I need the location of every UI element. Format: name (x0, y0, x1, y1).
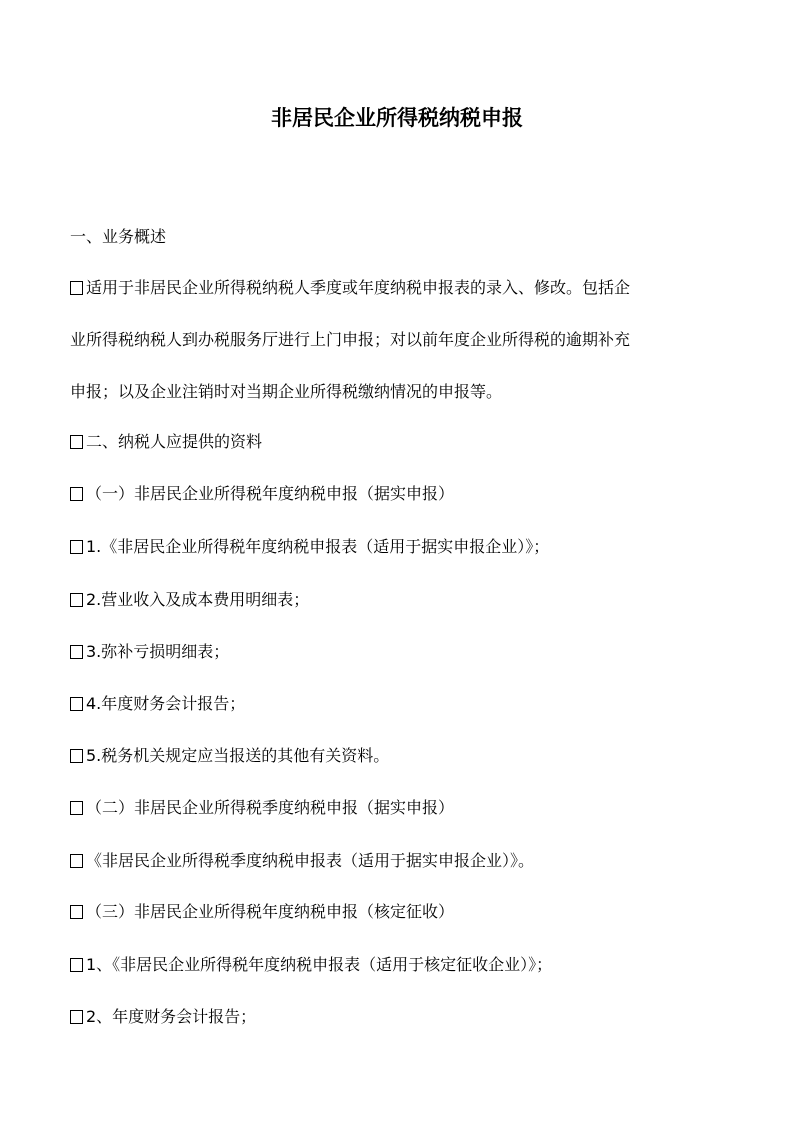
paragraph-text: 4.年度财务会计报告； (86, 694, 246, 713)
paragraph-text: 适用于非居民企业所得税纳税人季度或年度纳税申报表的录入、修改。包括企 (86, 278, 631, 297)
paragraph-text: 一、业务概述 (70, 227, 167, 246)
paragraph-text: 1.《非居民企业所得税年度纳税申报表（适用于据实申报企业）》； (86, 537, 550, 556)
subsection-heading-annual-assessed (70, 900, 725, 924)
subsection-heading-quarterly-actual (70, 796, 725, 820)
checkbox-icon (70, 697, 83, 711)
paragraph-text: （一）非居民企业所得税年度纳税申报（据实申报） (86, 484, 455, 503)
section-heading-overview (70, 225, 725, 249)
checkbox-icon (70, 749, 83, 763)
paragraph-line (70, 262, 725, 314)
list-item (70, 588, 725, 612)
checkbox-icon (70, 645, 83, 659)
checkbox-icon (70, 487, 83, 501)
checkbox-icon (70, 540, 83, 554)
checkbox-icon (70, 905, 83, 919)
checkbox-icon (70, 958, 83, 972)
overview-paragraph (70, 262, 725, 418)
paragraph-text: 2.营业收入及成本费用明细表； (86, 590, 310, 609)
section-heading-materials (70, 430, 725, 454)
list-item (70, 744, 725, 768)
paragraph-text: 1、《非居民企业所得税年度纳税申报表（适用于核定征收企业）》； (86, 955, 553, 974)
paragraph-text: 《非居民企业所得税季度纳税申报表（适用于据实申报企业）》。 (86, 851, 535, 870)
document-title: 非居民企业所得税纳税申报 (271, 106, 523, 130)
checkbox-icon (70, 435, 83, 449)
checkbox-icon (70, 593, 83, 607)
paragraph-text: 5.税务机关规定应当报送的其他有关资料。 (86, 746, 390, 765)
paragraph-line: 业所得税纳税人到办税服务厅进行上门申报；对以前年度企业所得税的逾期补充 (70, 330, 631, 349)
paragraph-text: （三）非居民企业所得税年度纳税申报（核定征收） (86, 902, 455, 921)
list-item (70, 1005, 725, 1029)
subsection-heading-annual-actual (70, 482, 725, 506)
list-item (70, 953, 725, 977)
checkbox-icon (70, 854, 83, 868)
paragraph-text: 3.弥补亏损明细表； (86, 642, 230, 661)
checkbox-icon (70, 801, 83, 815)
list-item (70, 535, 725, 559)
list-item (70, 692, 725, 716)
paragraph-line: 申报；以及企业注销时对当期企业所得税缴纳情况的申报等。 (70, 382, 503, 401)
paragraph-text: 二、纳税人应提供的资料 (86, 432, 263, 451)
paragraph-text: 2、年度财务会计报告； (86, 1007, 257, 1026)
list-item (70, 849, 725, 873)
checkbox-icon (70, 281, 83, 295)
list-item (70, 640, 725, 664)
checkbox-icon (70, 1010, 83, 1024)
paragraph-text: （二）非居民企业所得税季度纳税申报（据实申报） (86, 798, 455, 817)
